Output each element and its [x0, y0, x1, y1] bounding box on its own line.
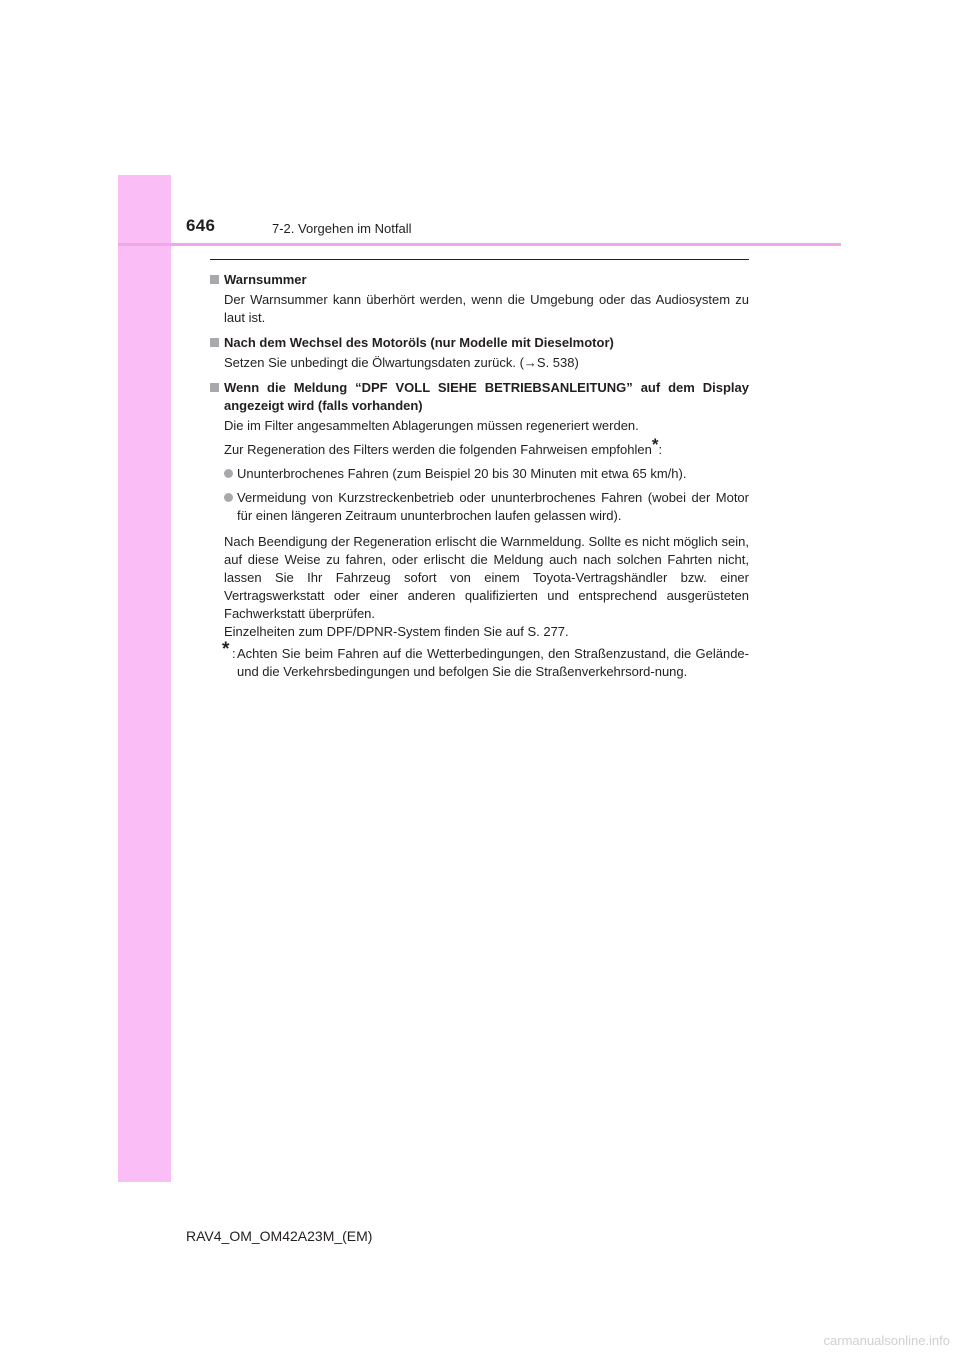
text-dpf-warning: Nach Beendigung der Regeneration erlischt die Warnmeldung. Sollte es nicht möglich sein, auf diese Weise zu fahren, oder erlischt die Meldung auch nach solchen Fahrten nicht, lassen Sie Ihr Fahrzeug sofort von einem Toyota-Vertragshändler bzw. einer Vertragswerkstatt oder einer anderen qualifizierten und entsprechend ausgerüsteten Fachwerkstatt überprüfen. Einzelheiten zum DPF/DPNR-System finden Sie auf S. 277. [224, 534, 749, 639]
page-number: 646 [186, 216, 216, 235]
text-warnsummer: Der Warnsummer kann überhört werden, wenn die Umgebung oder das Audiosystem zu laut ist. [224, 292, 749, 325]
section-title: 7-2. Vorgehen im Notfall [272, 221, 412, 236]
round-bullet-icon [224, 493, 233, 502]
square-bullet-icon [210, 383, 219, 392]
watermark: carmanualsonline.info [823, 1333, 950, 1348]
text-dpf-regeneration: Die im Filter angesammelten Ablagerungen müssen regeneriert werden. [224, 418, 639, 433]
content-divider [210, 259, 749, 260]
footnote: * : Achten Sie beim Fahren auf die Wetterbedingungen, den Straßenzustand, die Gelände- und die Verkehrsbedingungen und befolgen Sie die Straßenverkehrsord-nung. [222, 639, 749, 679]
side-color-strip [118, 175, 171, 1182]
heading-motoroel: Nach dem Wechsel des Motoröls (nur Modelle mit Dieselmotor) [210, 334, 749, 352]
square-bullet-icon [210, 338, 219, 347]
list-item: Ununterbrochenes Fahren (zum Beispiel 20 bis 30 Minuten mit etwa 65 km/h). [210, 465, 749, 483]
footer-document-code: RAV4_OM_OM42A23M_(EM) [186, 1228, 373, 1244]
text-dpf-recommendation: Zur Regeneration des Filters werden die folgenden Fahrweisen empfohlen*: [224, 435, 663, 457]
square-bullet-icon [210, 275, 219, 284]
round-bullet-icon [224, 469, 233, 478]
heading-dpf: Wenn die Meldung “DPF VOLL SIEHE BETRIEBSANLEITUNG” auf dem Display angezeigt wird (falls vorhanden) [210, 379, 749, 415]
footnote-marker: * [651, 435, 659, 454]
text-motoroel: Setzen Sie unbedingt die Ölwartungsdaten zurück. (→S. 538) [224, 355, 579, 370]
content-body [210, 271, 749, 681]
heading-warnsummer: Warnsummer [210, 271, 749, 289]
list-item: Vermeidung von Kurzstreckenbetrieb oder ununterbrochenes Fahren (wobei der Motor für einen längeren Zeitraum ununterbrochen laufen gelassen wird). [210, 489, 749, 525]
footnote-asterisk: * [222, 639, 230, 660]
header-rule [118, 243, 841, 246]
